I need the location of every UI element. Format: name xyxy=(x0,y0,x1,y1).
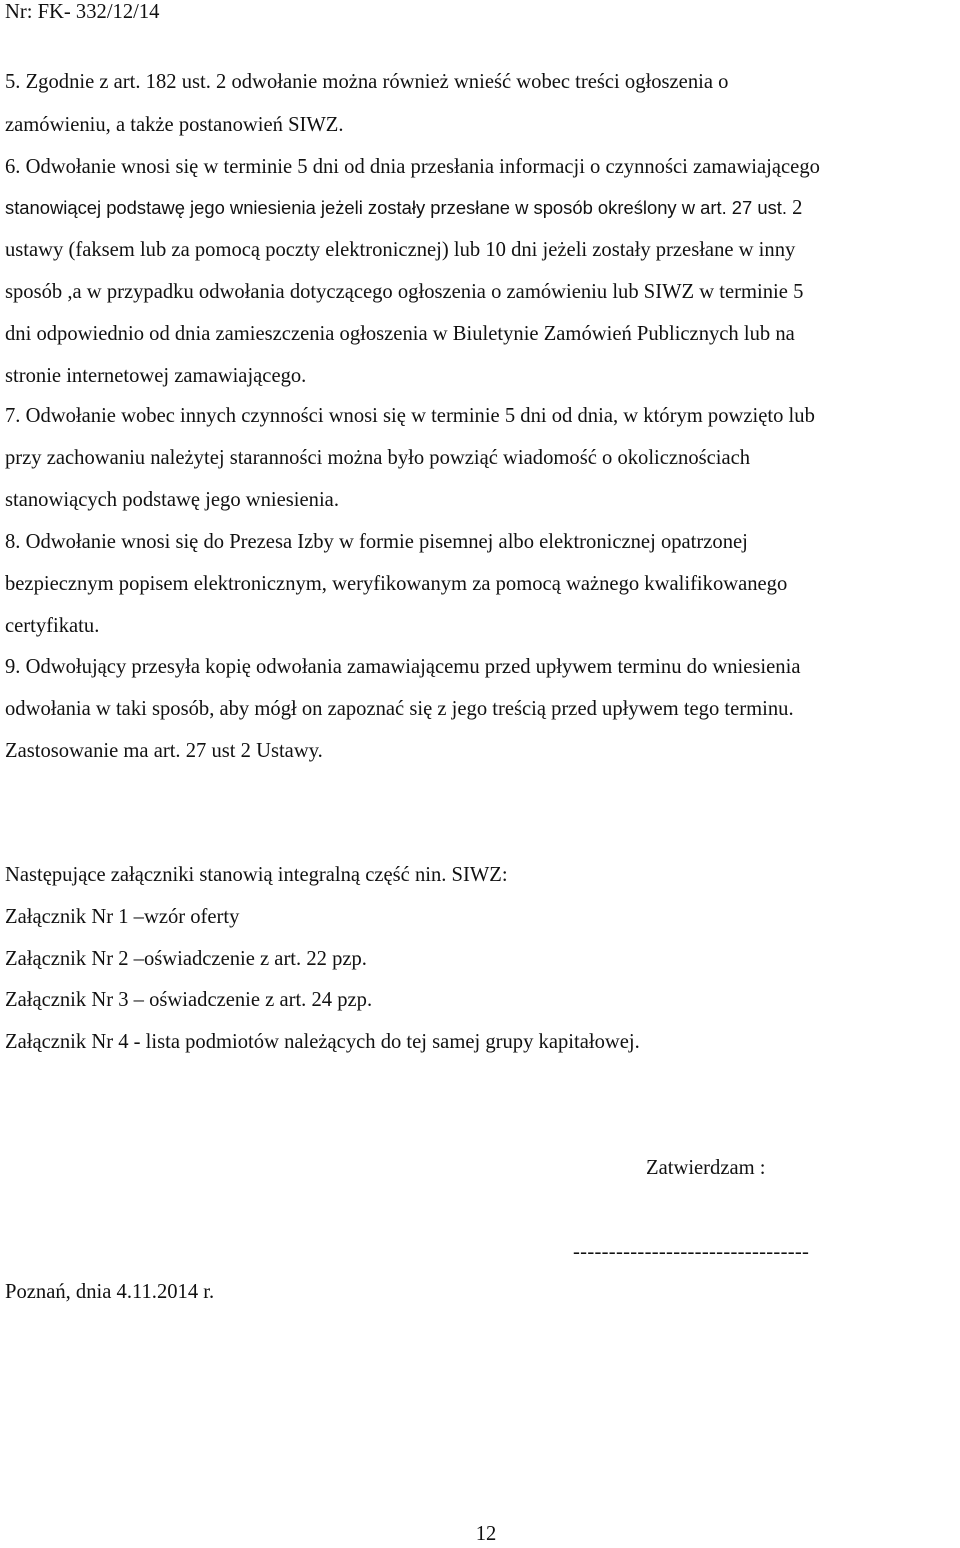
serif-text-run: 2 xyxy=(787,197,803,219)
paragraph-line: 5. Zgodnie z art. 182 ust. 2 odwołanie można również wnieść wobec treści ogłoszenia o xyxy=(5,71,729,93)
paragraph-line: certyfikatu. xyxy=(5,615,100,637)
paragraph-line: sposób ,a w przypadku odwołania dotyczącego ogłoszenia o zamówieniu lub SIWZ w terminie 5 xyxy=(5,281,804,303)
approval-label: Zatwierdzam : xyxy=(646,1157,766,1179)
signature-line: --------------------------------- xyxy=(573,1241,810,1263)
paragraph-line: 6. Odwołanie wnosi się w terminie 5 dni od dnia przesłania informacji o czynności zamawiającego xyxy=(5,156,820,178)
sans-text-run: stanowiącej podstawę jego wniesienia jeżeli zostały przesłane w sposób określony w art. 27 ust. xyxy=(5,197,788,218)
page-number: 12 xyxy=(475,1523,497,1545)
paragraph-line: Zastosowanie ma art. 27 ust 2 Ustawy. xyxy=(5,740,323,762)
paragraph-line: przy zachowaniu należytej staranności można było powziąć wiadomość o okolicznościach xyxy=(5,447,751,469)
attachment-item: Załącznik Nr 4 - lista podmiotów należących do tej samej grupy kapitałowej. xyxy=(5,1031,640,1053)
paragraph-line: stanowiących podstawę jego wniesienia. xyxy=(5,489,339,511)
paragraph-line: 8. Odwołanie wnosi się do Prezesa Izby w formie pisemnej albo elektronicznej opatrzonej xyxy=(5,531,748,553)
attachment-item: Załącznik Nr 2 –oświadczenie z art. 22 pzp. xyxy=(5,948,367,970)
paragraph-line: bezpiecznym popisem elektronicznym, weryfikowanym za pomocą ważnego kwalifikowanego xyxy=(5,573,788,595)
attachment-item: Załącznik Nr 1 –wzór oferty xyxy=(5,906,240,928)
paragraph-line-mixed xyxy=(5,196,960,220)
paragraph-line: 9. Odwołujący przesyła kopię odwołania zamawiającemu przed upływem terminu do wniesienia xyxy=(5,656,801,678)
paragraph-line: zamówieniu, a także postanowień SIWZ. xyxy=(5,114,344,136)
paragraph-line: stronie internetowej zamawiającego. xyxy=(5,365,307,387)
paragraph-line: dni odpowiednio od dnia zamieszczenia ogłoszenia w Biuletynie Zamówień Publicznych lub na xyxy=(5,323,795,345)
paragraph-line: odwołania w taki sposób, aby mógł on zapoznać się z jego treścią przed upływem tego terminu. xyxy=(5,698,794,720)
document-number: Nr: FK- 332/12/14 xyxy=(5,1,160,23)
attachments-intro: Następujące załączniki stanowią integralną część nin. SIWZ: xyxy=(5,864,508,886)
attachment-item: Załącznik Nr 3 – oświadczenie z art. 24 pzp. xyxy=(5,989,373,1011)
paragraph-line: ustawy (faksem lub za pomocą poczty elektronicznej) lub 10 dni jeżeli zostały przesłane w inny xyxy=(5,239,796,261)
paragraph-line: 7. Odwołanie wobec innych czynności wnosi się w terminie 5 dni od dnia, w którym powzięto lub xyxy=(5,405,815,427)
place-and-date: Poznań, dnia 4.11.2014 r. xyxy=(5,1281,215,1303)
